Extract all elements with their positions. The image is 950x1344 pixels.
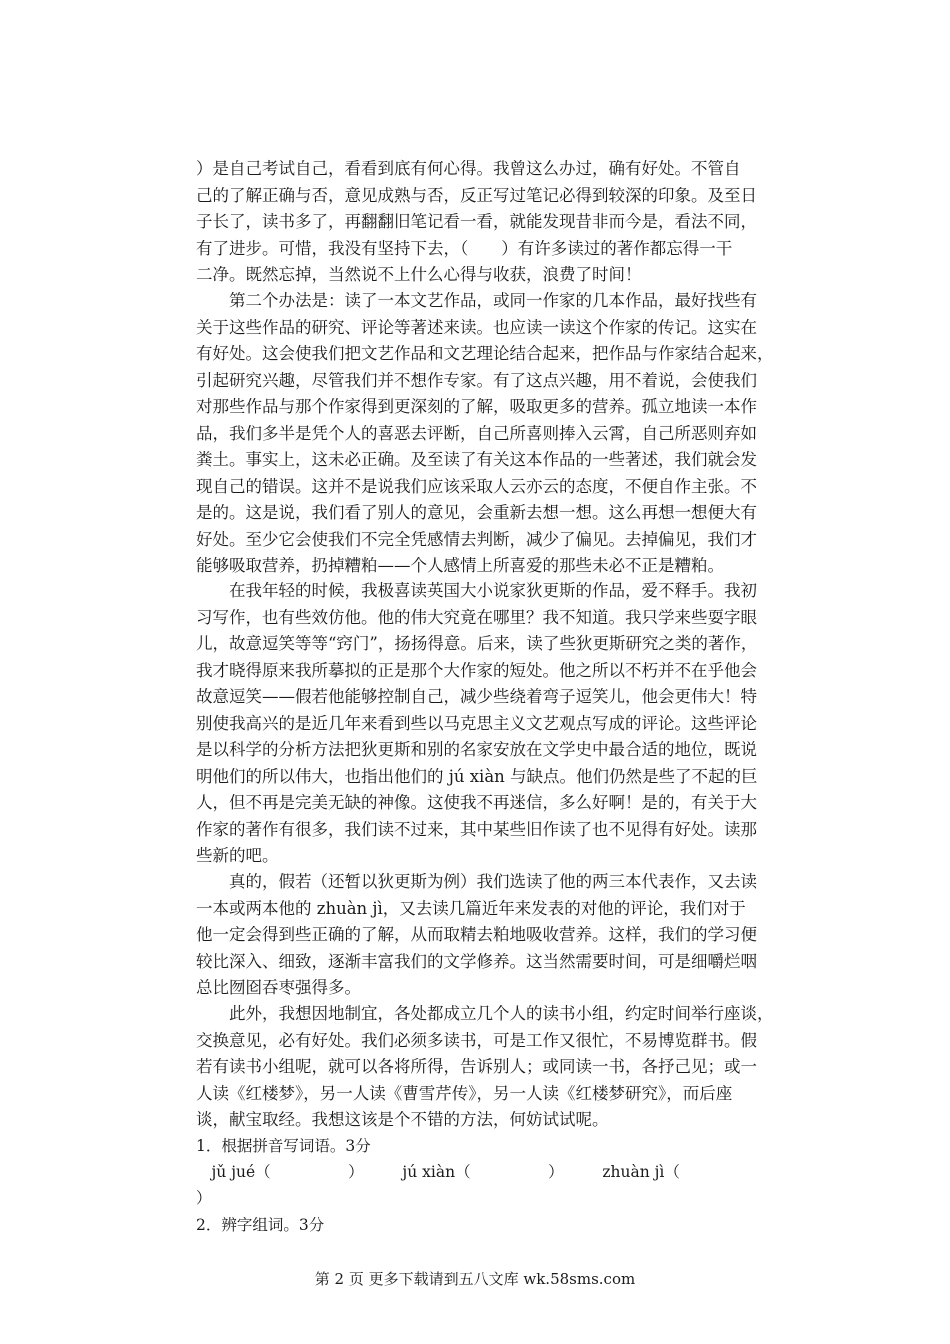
text-line: 若有读书小组呢，就可以各将所得，告诉别人；或同读一书，各抒己见；或一: [196, 1057, 757, 1076]
text-line: 一本或两本他的 zhuàn jì，又去读几篇近年来发表的对他的评论，我们对于: [196, 898, 746, 918]
text-line: 子长了，读书多了，再翻翻旧笔记看一看，就能发现昔非而今是，看法不同，: [196, 212, 757, 231]
text-line: 是的。这是说，我们看了别人的意见，会重新去想一想。这么再想一想便大有: [196, 503, 757, 522]
text-line: 此外，我想因地制宜，各处都成立几个人的读书小组，约定时间举行座谈，: [196, 1004, 774, 1023]
text-line: 品，我们多半是凭个人的喜恶去评断，自己所喜则捧入云霄，自己所恶则弃如: [196, 423, 757, 443]
text-line: 对那些作品与那个作家得到更深刻的了解，吸取更多的营养。孤立地读一本作: [196, 397, 757, 416]
text-line: 好处。至少它会使我们不完全凭感情去判断，减少了偏见。去掉偏见，我们才: [196, 529, 757, 549]
text-line: 交换意见，必有好处。我们必须多读书，可是工作又很忙，不易博览群书。假: [196, 1030, 757, 1050]
question-1-items: jǔ jué（ ） jú xiàn（ ） zhuàn jì（: [196, 1163, 680, 1181]
text-line: 故意逗笑——假若他能够控制自己，减少些绕着弯子逗笑儿，他会更伟大！特: [196, 687, 757, 706]
text-line: 明他们的所以伟大，也指出他们的 jú xiàn 与缺点。他们仍然是些了不起的巨: [196, 766, 758, 786]
text-line: 第二个办法是：读了一本文艺作品，或同一作家的几本作品，最好找些有: [196, 291, 757, 310]
text-line: 二净。既然忘掉，当然说不上什么心得与收获，浪费了时间！: [196, 265, 642, 284]
text-line: 些新的吧。: [196, 846, 279, 865]
text-line: 人，但不再是完美无缺的神像。这使我不再迷信，多么好啊！是的，有关于大: [196, 793, 757, 812]
text-line: 人读《红楼梦》，另一人读《曹雪芹传》，另一人读《红楼梦研究》，而后座: [196, 1083, 733, 1103]
paragraph-3: [196, 578, 778, 870]
text-line: ）是自己考试自己，看看到底有何心得。我曾这么办过，确有好处。不管自: [196, 159, 741, 178]
question-1-close: ）: [196, 1189, 212, 1207]
paragraph-2: [196, 288, 778, 580]
text-line: 较比深入、细致，逐渐丰富我们的文学修养。这当然需要时间，可是细嚼烂咽: [196, 951, 757, 971]
text-line: 真的，假若（还暂以狄更斯为例）我们选读了他的两三本代表作，又去读: [196, 872, 757, 891]
paragraph-1: [196, 156, 778, 289]
text-line: 粪土。事实上，这未必正确。及至读了有关这本作品的一些著述，我们就会发: [196, 450, 757, 469]
text-line: 我才晓得原来我所摹拟的正是那个大作家的短处。他之所以不朽并不在乎他会: [196, 660, 757, 680]
text-line: 谈，献宝取经。我想这该是个不错的方法，何妨试试呢。: [196, 1110, 609, 1129]
paragraph-5: [196, 1001, 778, 1134]
paragraph-4: [196, 869, 778, 1002]
text-line: 别使我高兴的是近几年来看到些以马克思主义文艺观点写成的评论。这些评论: [196, 713, 757, 733]
text-line: 有了进步。可惜，我没有坚持下去，（ ）有许多读过的著作都忘得一干: [196, 238, 733, 258]
question-2-title: 2．辨字组词。3分: [196, 1216, 325, 1234]
text-line: 他一定会得到些正确的了解，从而取精去粕地吸收营养。这样，我们的学习便: [196, 925, 757, 944]
text-line: 己的了解正确与否，意见成熟与否，反正写过笔记必得到较深的印象。及至日: [196, 185, 757, 205]
text-line: 是以科学的分析方法把狄更斯和别的名家安放在文学史中最合适的地位，既说: [196, 740, 757, 759]
text-line: 关于这些作品的研究、评论等著述来读。也应读一读这个作家的传记。这实在: [196, 317, 757, 337]
text-line: 在我年轻的时候，我极喜读英国大小说家狄更斯的作品，爱不释手。我初: [196, 581, 757, 600]
text-line: 儿，故意逗笑等等“窍门”，扬扬得意。后来，读了些狄更斯研究之类的著作，: [196, 634, 758, 653]
text-line: 现自己的错误。这并不是说我们应该采取人云亦云的态度，不便自作主张。不: [196, 476, 757, 496]
text-line: 引起研究兴趣，尽管我们并不想作专家。有了这点兴趣，用不着说，会使我们: [196, 370, 757, 390]
question-1-title: 1．根据拼音写词语。3分: [196, 1137, 371, 1155]
text-line: 总比囫囵吞枣强得多。: [196, 978, 361, 997]
text-line: 有好处。这会使我们把文艺作品和文艺理论结合起来，把作品与作家结合起来，: [196, 344, 774, 363]
text-line: 能够吸取营养，扔掉糟粕——个人感情上所喜爱的那些未必不正是糟粕。: [196, 556, 724, 575]
text-line: 习写作，也有些效仿他。他的伟大究竟在哪里？我不知道。我只学来些耍字眼: [196, 607, 757, 627]
text-line: 作家的著作有很多，我们读不过来，其中某些旧作读了也不见得有好处。读那: [196, 819, 757, 839]
page-footer: 第 2 页 更多下载请到五八文库 wk.58sms.com: [314, 1270, 636, 1288]
